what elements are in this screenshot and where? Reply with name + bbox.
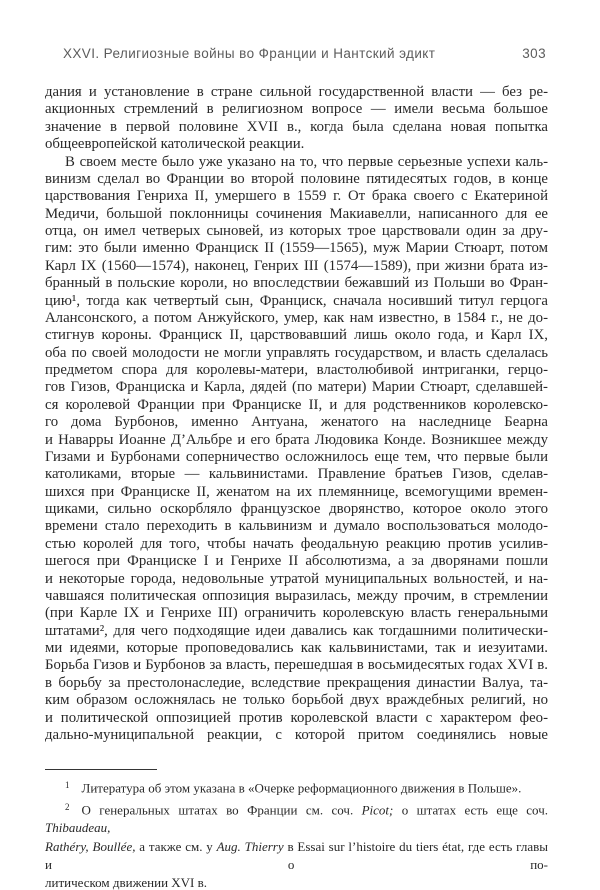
text-line: дально-муниципальной реакции, с которой притом соединялись новые [45, 726, 548, 743]
footnote-text-italic: Aug. Thierry [216, 838, 284, 854]
footnote-text: Литература об этом указана в «Очерке реформационного движения в Польше». [81, 780, 522, 796]
text-line: Гизами и Бурбонами соперничество осложнилось еще тем, что первые были [45, 448, 548, 465]
text-line: и Наварры Иоанне Д’Альбре и его брата Людовика Конде. Возникшее между [45, 431, 548, 448]
text-line: винизм сделал во Франции во второй половине пятидесятых годов, в конце [45, 170, 548, 187]
text-line: общеевропейской католической реакции. [45, 136, 305, 153]
footnote-line [45, 874, 548, 890]
text-line: царствования Генриха II, умершего в 1559 г. От брака своего с Екатериной [45, 188, 548, 205]
text-line: шихся при Франциске II, женатом на их племяннице, всемогущими времен- [45, 483, 548, 500]
text-line: (при Карле IX и Генрихе III) ограничить королевскую власть генеральными [45, 605, 548, 622]
footnote-marker: 2 [65, 801, 70, 812]
text-line: и некоторые города, недовольные утратой муниципальных вольностей, и на- [45, 570, 548, 587]
footnote-marker: 1 [65, 780, 70, 790]
body-text [45, 84, 548, 744]
text-line: чавшаяся политическая оппозиция выразилась, между прочим, в стремлении [45, 587, 548, 604]
chapter-title: XXVI. Религиозные войны во Франции и Нантский эдикт [63, 46, 436, 61]
running-header [63, 46, 546, 64]
footnote-text: в Essai sur l’histoire du tiers état, где есть главы и о по- [45, 838, 548, 872]
footnote-text: О генеральных штатах во Франции см. соч. [81, 802, 362, 818]
text-line: времени стало переходить в кальвинизм и думало воспользоваться молодо- [45, 518, 548, 535]
text-line: гов Гизов, Франциска и Карла, дядей (по матери) Марии Стюарт, сделавшей- [45, 379, 548, 396]
text-line: шегося при Франциске I и Генрихе II абсолютизма, а за дворянами пошли [45, 553, 548, 570]
footnote-text-italic: Picot; [361, 802, 394, 818]
footnote-separator-rule [45, 769, 157, 770]
text-line: стигнув короны. Франциск II, царствовавший лишь около года, и Карл IX, [45, 327, 548, 344]
text-line: католиками, вторые — кальвинистами. Правление братьев Гизов, сделав- [45, 466, 548, 483]
text-line: и политической оппозицией против королевской власти с характером фео- [45, 709, 548, 726]
text-line: цию¹, тогда как четвертый сын, Франциск, сначала носивший титул герцога [45, 292, 548, 309]
text-line: дания и установление в стране сильной государственной власти — без ре- [45, 84, 548, 100]
footnote-text: о штатах есть еще соч. [393, 802, 548, 818]
text-line: предметом спора для королевы-матери, властолюбивой интриганки, герцо- [45, 362, 548, 378]
text-line: акционных стремлений в религиозном вопросе — имели весьма большое [45, 101, 548, 118]
text-line: значение в первой половине XVII в., когда была сделана новая попытка [45, 118, 548, 135]
footnotes [45, 776, 548, 890]
text-line: щиками, сильно оскорбляло французское дворянство, которое около этого [45, 501, 548, 517]
text-line: В своем месте было уже указано на то, что первые серьезные успехи каль- [65, 153, 548, 170]
text-line: Медичи, большой поклонницы сочинения Макиавелли, написанного для ее [45, 205, 548, 222]
footnote-line [45, 776, 548, 798]
footnote-text: а также см. у [135, 838, 217, 854]
footnote-line [45, 838, 548, 874]
footnote-text-italic: Rathéry, Boullée, [45, 838, 136, 854]
text-line: ся королевой Франции при Франциске II, и для родственников королевско- [45, 396, 548, 413]
text-line: гим: это были именно Франциск II (1559—1565), муж Марии Стюарт, потом [45, 240, 548, 257]
text-line: Карл IX (1560—1574), наконец, Генрих III (1574—1589), при жизни брата из- [45, 257, 548, 274]
text-line: штатами², для чего подходящие идеи давались как тогдашними политически- [45, 622, 548, 639]
text-line: отца, он имел четверых сыновей, из которых трое царствовали один за дру- [45, 223, 548, 239]
footnote-line [45, 798, 548, 838]
text-line: ми идеями, которые проповедовались как кальвинистами, так и иезуитами. [45, 640, 548, 656]
footnote-text-italic: Thibaudeau, [45, 820, 111, 836]
text-line: оба по своей молодости не могли управлять государством, и власть сделалась [45, 344, 548, 361]
text-line: Борьба Гизов и Бурбонов за власть, перешедшая в восьмидесятых годах XVI в. [45, 657, 548, 674]
footnote-text: литическом движении XVI в. [45, 875, 208, 890]
text-line: стью королей для того, чтобы начать феодальную реакцию против усилив- [45, 535, 548, 552]
text-line: бранный в польские короли, но впоследствии бежавший из Польши во Фран- [45, 275, 548, 292]
text-line: Алансонского, а потом Анжуйского, умер, как нам известно, в 1584 г., не до- [45, 309, 548, 326]
page-number: 303 [522, 46, 546, 61]
text-line: го дома Бурбонов, именно Антуана, женатого на наследнице Беарна [45, 414, 548, 431]
text-line: ким образом осложнялась не только борьбой двух враждебных религий, но [45, 692, 548, 709]
text-line: в борьбу за престолонаследие, вследствие прекращения династии Валуа, та- [45, 674, 548, 691]
